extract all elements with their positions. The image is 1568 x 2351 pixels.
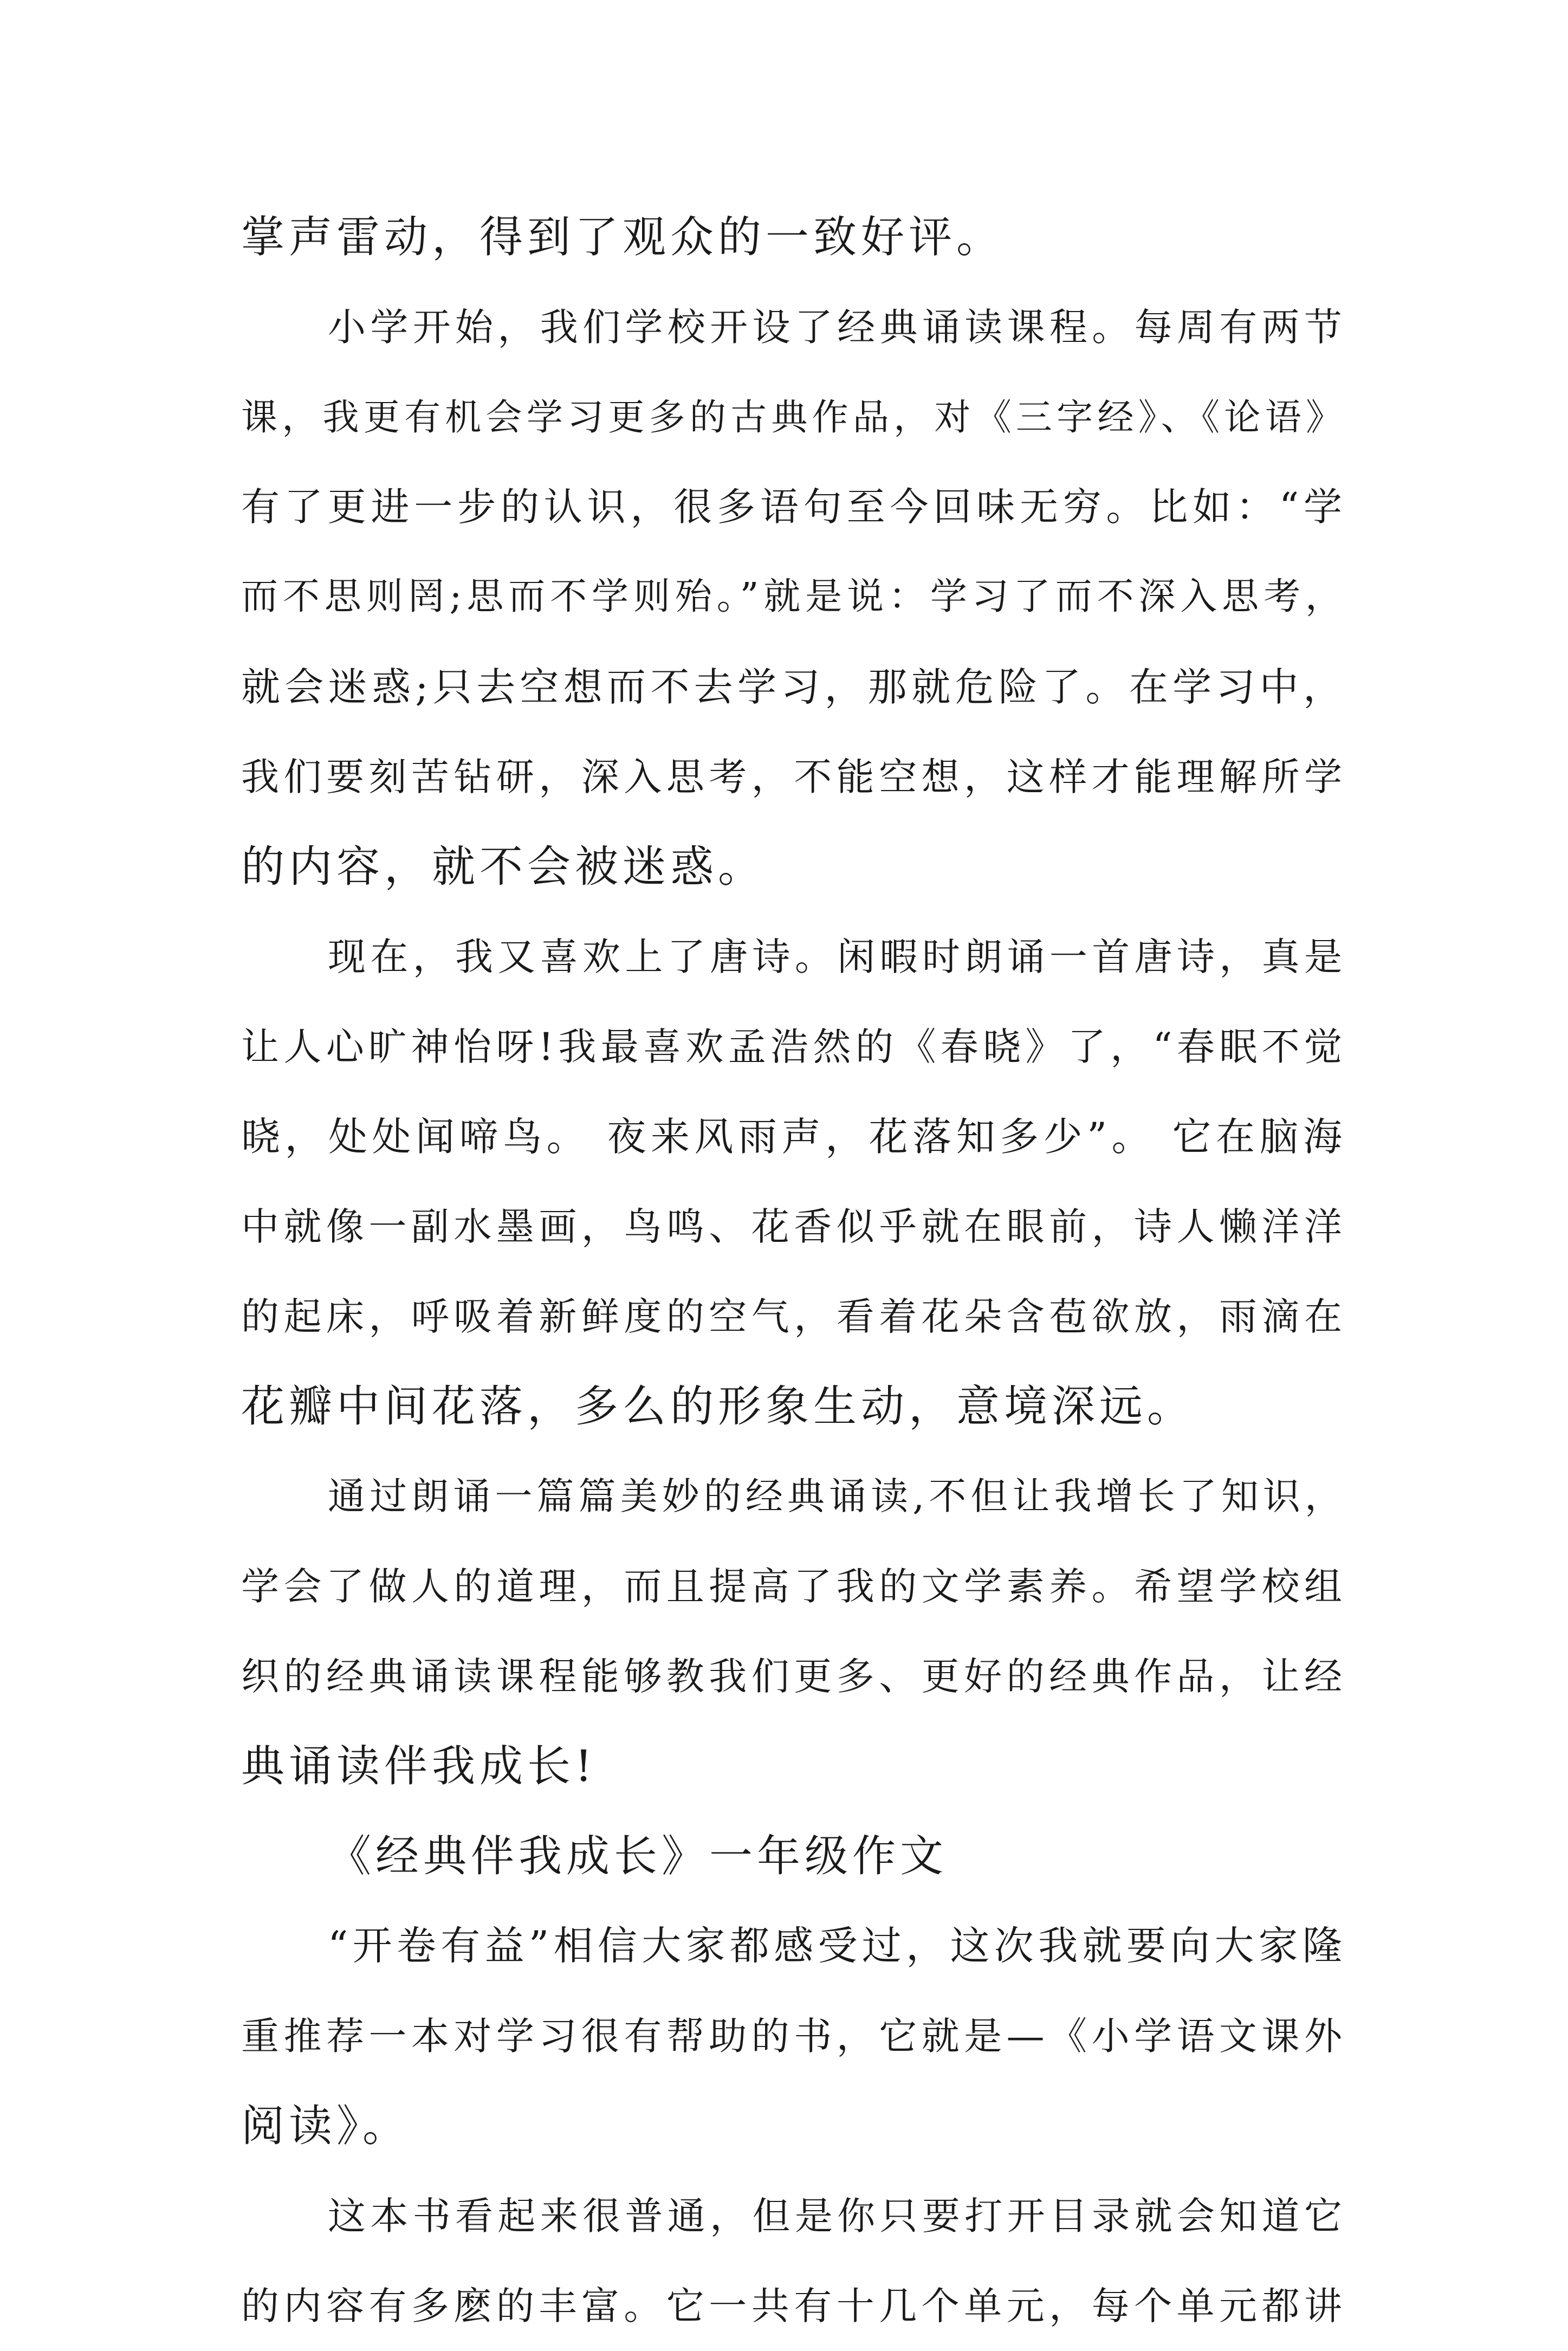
text-line: 中就像一副水墨画，鸟鸣、花香似乎就在眼前，诗人懒洋洋 [241,1204,1346,1249]
text-line: “开卷有益”相信大家都感受过，这次我就要向大家隆 [328,1923,1346,1969]
text-line: 阅读》。 [241,2101,410,2151]
text-line: 重推荐一本对学习很有帮助的书，它就是—《小学语文课外 [241,2014,1346,2058]
text-line: 织的经典诵读课程能够教我们更多、更好的经典作品，让经 [241,1654,1346,1699]
text-line: 的内容，就不会被迷惑。 [241,841,766,892]
text-line: 课，我更有机会学习更多的古典作品，对《三字经》、《论语》 [241,396,1346,438]
text-line: 掌声雷动，得到了观众的一致好评。 [241,212,1004,262]
text-line: 通过朗诵一篇篇美妙的经典诵读,不但让我增长了知识， [328,1475,1346,1518]
heading-line: 《经典伴我成长》一年级作文 [328,1831,948,1881]
text-line: 这本书看起来很普通，但是你只要打开目录就会知道它 [328,2194,1346,2238]
text-line: 小学开始，我们学校开设了经典诵读课程。每周有两节 [328,305,1346,349]
document-body [241,192,1346,2351]
text-line: 有了更进一步的认识，很多语句至今回味无穷。比如：“学 [241,484,1346,529]
text-line: 我们要刻苦钻研，深入思考，不能空想，这样才能理解所学 [241,755,1346,799]
text-line: 花瓣中间花落，多么的形象生动，意境深远。 [241,1381,1195,1432]
text-line: 的起床，呼吸着新鲜度的空气，看着花朵含苞欲放，雨滴在 [241,1294,1346,1339]
text-line: 让人心旷神怡呀!我最喜欢孟浩然的《春晓》了，“春眠不觉 [241,1025,1346,1069]
text-line: 就会迷惑;只去空想而不去学习，那就危险了。在学习中， [241,664,1346,710]
text-line: 而不思则罔;思而不学则殆。”就是说：学习了而不深入思考， [241,575,1346,618]
text-line: 学会了做人的道理，而且提高了我的文学素养。希望学校组 [241,1564,1346,1609]
text-line: 的内容有多麽的丰富。它一共有十几个单元，每个单元都讲 [241,2284,1346,2328]
text-line: 现在，我又喜欢上了唐诗。闲暇时朗诵一首唐诗，真是 [328,935,1346,979]
text-line: 晓，处处闻啼鸟。 夜来风雨声，花落知多少”。 它在脑海 [241,1114,1346,1160]
text-line: 典诵读伴我成长! [241,1741,597,1791]
